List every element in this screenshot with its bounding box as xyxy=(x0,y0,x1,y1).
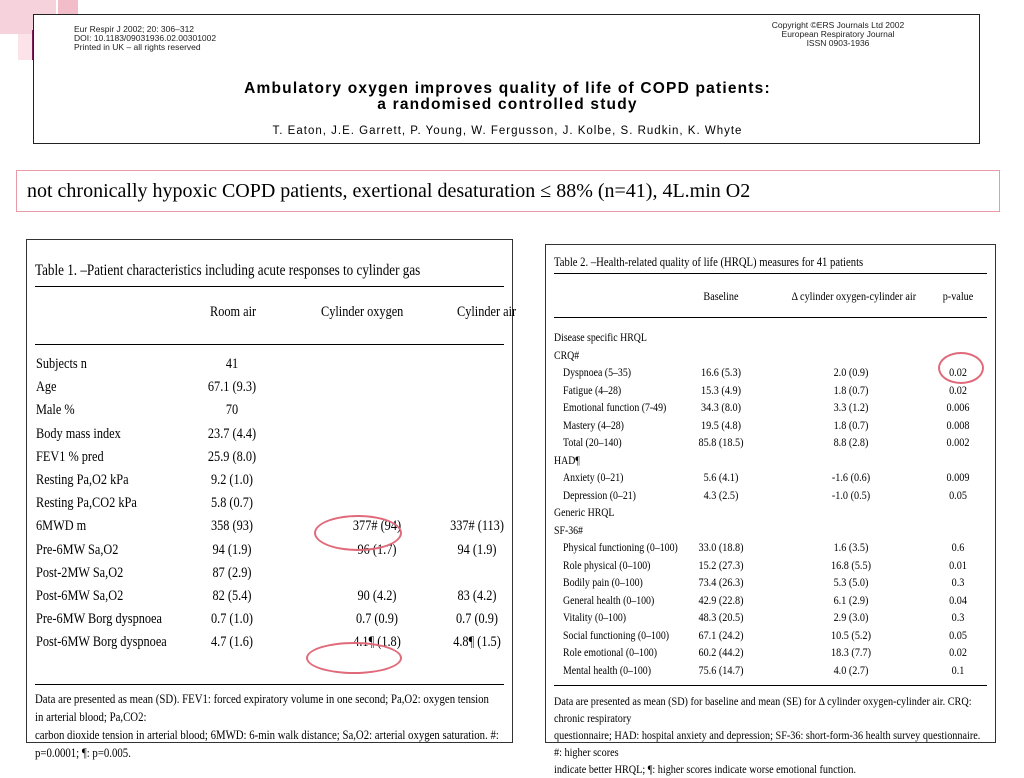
table-rule xyxy=(35,684,504,685)
row-label: Social functioning (0–100) xyxy=(563,627,670,642)
footnote-line: carbon dioxide tension in arterial blood; 6MWD: 6-min walk distance; Sa,O2: arterial oxygen saturation. #: p=0.0001; ¶: p=0.005. xyxy=(35,727,499,760)
table-cell: 0.3 xyxy=(951,575,965,589)
table-cell: 96 (1.7) xyxy=(357,541,397,558)
table-cell: 73.4 (26.3) xyxy=(698,575,744,589)
decor-square xyxy=(18,34,32,60)
study-note-text: not chronically hypoxic COPD patients, exertional desaturation ≤ 88% (n=41), 4L.min O2 xyxy=(27,180,751,202)
table-cell: 0.01 xyxy=(949,557,967,572)
table-cell: 6.1 (2.9) xyxy=(833,592,869,607)
row-label: Subjects n xyxy=(36,356,87,372)
table-cell: 4.0 (2.7) xyxy=(833,662,869,677)
table-cell: 0.02 xyxy=(949,382,967,397)
table-cell: 5.3 (5.0) xyxy=(833,575,869,589)
table-cell: 4.7 (1.6) xyxy=(210,634,254,651)
table-cell: 1.6 (3.5) xyxy=(833,540,869,554)
table-cell: 18.3 (7.7) xyxy=(831,645,871,659)
article-header xyxy=(33,14,980,144)
table-cell: 90 (4.2) xyxy=(357,588,397,604)
table-cell: 75.6 (14.7) xyxy=(698,662,744,677)
copyright-line: Copyright ©ERS Journals Ltd 2002 xyxy=(771,20,905,30)
row-label: Male % xyxy=(36,402,75,419)
row-label: Post-2MW Sa,O2 xyxy=(36,564,124,581)
row-label: Pre-6MW Sa,O2 xyxy=(36,541,119,558)
row-label: Mental health (0–100) xyxy=(563,662,651,677)
table-cell: 0.05 xyxy=(949,487,967,502)
table-cell: 5.8 (0.7) xyxy=(210,495,254,512)
table-cell: 48.3 (20.5) xyxy=(698,610,744,624)
table-title: Table 1. –Patient characteristics including acute responses to cylinder gas xyxy=(35,262,421,279)
table-cell: 67.1 (24.2) xyxy=(698,627,744,642)
table-cell: 0.1 xyxy=(951,662,965,677)
row-label: Body mass index xyxy=(36,425,121,442)
paper-title xyxy=(34,81,981,113)
table-cell: 87 (2.9) xyxy=(212,564,252,581)
column-header: Baseline xyxy=(703,289,739,303)
row-label: Mastery (4–28) xyxy=(563,417,624,432)
table-footnote xyxy=(554,693,988,778)
table-cell: 25.9 (8.0) xyxy=(207,448,257,465)
row-label: Role emotional (0–100) xyxy=(563,645,658,659)
table-1 xyxy=(26,239,517,760)
table-cell: 1.8 (0.7) xyxy=(833,382,869,397)
row-label: Generic HRQL xyxy=(554,505,615,519)
table-rule xyxy=(554,685,987,686)
table-cell: 358 (93) xyxy=(210,518,254,535)
table-cell: 0.02 xyxy=(949,365,967,379)
row-label: 6MWD m xyxy=(36,518,87,535)
table-cell: 4.1¶ (1.8) xyxy=(353,634,401,651)
column-header: Δ cylinder oxygen-cylinder air xyxy=(791,289,917,303)
table-cell: 60.2 (44.2) xyxy=(698,645,744,659)
row-label: General health (0–100) xyxy=(563,592,655,607)
table-cell: 0.7 (1.0) xyxy=(210,611,254,628)
row-label: Vitality (0–100) xyxy=(563,610,627,624)
table-cell: 83 (4.2) xyxy=(457,588,497,604)
journal-citation xyxy=(74,25,216,52)
row-label: Post-6MW Borg dyspnoea xyxy=(36,634,167,651)
row-label: Resting Pa,O2 kPa xyxy=(36,472,129,488)
table-cell: 10.5 (5.2) xyxy=(831,627,871,642)
table-cell: 85.8 (18.5) xyxy=(698,435,744,449)
row-label: Total (20–140) xyxy=(563,435,622,449)
row-label: CRQ# xyxy=(554,347,580,362)
row-label: Physical functioning (0–100) xyxy=(563,540,678,554)
citation-line: Eur Respir J 2002; 20: 306–312 xyxy=(74,24,195,34)
row-label: Role physical (0–100) xyxy=(563,557,651,572)
table-cell: 4.8¶ (1.5) xyxy=(453,634,501,651)
table-rule xyxy=(35,286,504,287)
table-cell: 42.9 (22.8) xyxy=(698,592,744,607)
copyright-notice xyxy=(723,21,953,48)
table-cell: 23.7 (4.4) xyxy=(207,425,257,442)
table-cell: 0.05 xyxy=(949,627,967,642)
row-label: SF-36# xyxy=(554,522,583,537)
table-2 xyxy=(545,244,996,776)
table-cell: -1.6 (0.6) xyxy=(831,470,871,484)
copyright-line: European Respiratory Journal xyxy=(781,29,895,39)
table-cell: 2.0 (0.9) xyxy=(833,365,869,379)
table-cell: 34.3 (8.0) xyxy=(701,400,741,414)
row-label: Anxiety (0–21) xyxy=(563,470,624,484)
row-label: Disease specific HRQL xyxy=(554,330,647,344)
column-header: Cylinder oxygen xyxy=(321,304,404,320)
table-cell: 94 (1.9) xyxy=(212,541,252,558)
column-header: p-value xyxy=(942,289,974,303)
table-footnote xyxy=(35,690,500,762)
table-cell: 0.7 (0.9) xyxy=(355,611,399,628)
table-cell: 9.2 (1.0) xyxy=(210,472,254,488)
row-label: Pre-6MW Borg dyspnoea xyxy=(36,611,162,628)
table-cell: 94 (1.9) xyxy=(457,541,497,558)
table-cell: 0.6 xyxy=(951,540,965,554)
table-cell: 15.2 (27.3) xyxy=(698,557,744,572)
table-cell: 0.002 xyxy=(946,435,970,449)
row-label: Fatigue (4–28) xyxy=(563,382,622,397)
table-cell: 15.3 (4.9) xyxy=(701,382,741,397)
table-cell: 16.8 (5.5) xyxy=(831,557,871,572)
table-cell: 41 xyxy=(225,356,239,372)
table-cell: 0.7 (0.9) xyxy=(455,611,499,628)
table-cell: 0.3 xyxy=(951,610,965,624)
row-label: Depression (0–21) xyxy=(563,487,636,502)
table-cell: 377# (94) xyxy=(352,518,402,535)
row-label: Resting Pa,CO2 kPa xyxy=(36,495,137,512)
table-cell: 67.1 (9.3) xyxy=(207,379,257,396)
study-note-box xyxy=(16,170,1000,212)
copyright-line: ISSN 0903-1936 xyxy=(806,38,870,48)
table-cell: 1.8 (0.7) xyxy=(833,417,869,432)
table-cell: 0.008 xyxy=(946,417,970,432)
author-list: T. Eaton, J.E. Garrett, P. Young, W. Fergusson, J. Kolbe, S. Rudkin, K. Whyte xyxy=(272,125,743,137)
table-cell: 19.5 (4.8) xyxy=(701,417,741,432)
row-label: Age xyxy=(36,379,57,396)
row-label: Post-6MW Sa,O2 xyxy=(36,588,124,604)
table-cell: 8.8 (2.8) xyxy=(833,435,869,449)
row-label: Dyspnoea (5–35) xyxy=(563,365,632,379)
footnote-line: Data are presented as mean (SD) for baseline and mean (SE) for Δ cylinder oxygen-cylinder air. CRQ: chronic respiratory xyxy=(554,694,972,725)
column-header: Cylinder air xyxy=(457,304,517,320)
highlight-oval xyxy=(938,352,984,384)
table-cell: 5.6 (4.1) xyxy=(703,470,739,484)
citation-line: Printed in UK – all rights reserved xyxy=(74,42,201,52)
table-cell: 70 xyxy=(225,402,239,419)
footnote-line: indicate better HRQL; ¶: higher scores indicate worse emotional function. xyxy=(554,762,857,776)
table-cell: 0.04 xyxy=(949,592,967,607)
table-rule xyxy=(35,344,504,345)
row-label: HAD¶ xyxy=(554,452,580,467)
table-cell: 0.009 xyxy=(946,470,970,484)
table-cell: 33.0 (18.8) xyxy=(698,540,744,554)
footnote-line: Data are presented as mean (SD). FEV1: forced expiratory volume in one second; Pa,O2: oxygen tension in arterial blood; Pa,CO2: xyxy=(35,691,489,724)
table-cell: 2.9 (3.0) xyxy=(833,610,869,624)
table-cell: 0.006 xyxy=(946,400,970,414)
table-cell: 0.02 xyxy=(949,645,967,659)
table-cell: 16.6 (5.3) xyxy=(701,365,741,379)
table-cell: 82 (5.4) xyxy=(212,588,252,604)
row-label: FEV1 % pred xyxy=(36,448,104,465)
table-cell: 4.3 (2.5) xyxy=(703,487,739,502)
table-cell: -1.0 (0.5) xyxy=(831,487,871,502)
table-rule xyxy=(554,317,987,318)
highlight-oval xyxy=(306,642,402,674)
paper-title-line: a randomised controlled study xyxy=(377,96,638,113)
highlight-oval xyxy=(314,515,402,551)
paper-title-line: Ambulatory oxygen improves quality of life of COPD patients: xyxy=(244,80,771,97)
row-label: Emotional function (7-49) xyxy=(563,400,667,414)
table-cell: 3.3 (1.2) xyxy=(833,400,869,414)
citation-line: DOI: 10.1183/09031936.02.00301002 xyxy=(74,33,217,43)
row-label: Bodily pain (0–100) xyxy=(563,575,643,589)
column-header: Room air xyxy=(210,304,257,320)
table-cell: 337# (113) xyxy=(450,518,504,535)
table-title: Table 2. –Health-related quality of life (HRQL) measures for 41 patients xyxy=(554,254,864,269)
table-rule xyxy=(554,273,987,274)
footnote-line: questionnaire; HAD: hospital anxiety and depression; SF-36: short-form-36 health survey questionnaire. #: higher scores xyxy=(554,728,981,759)
